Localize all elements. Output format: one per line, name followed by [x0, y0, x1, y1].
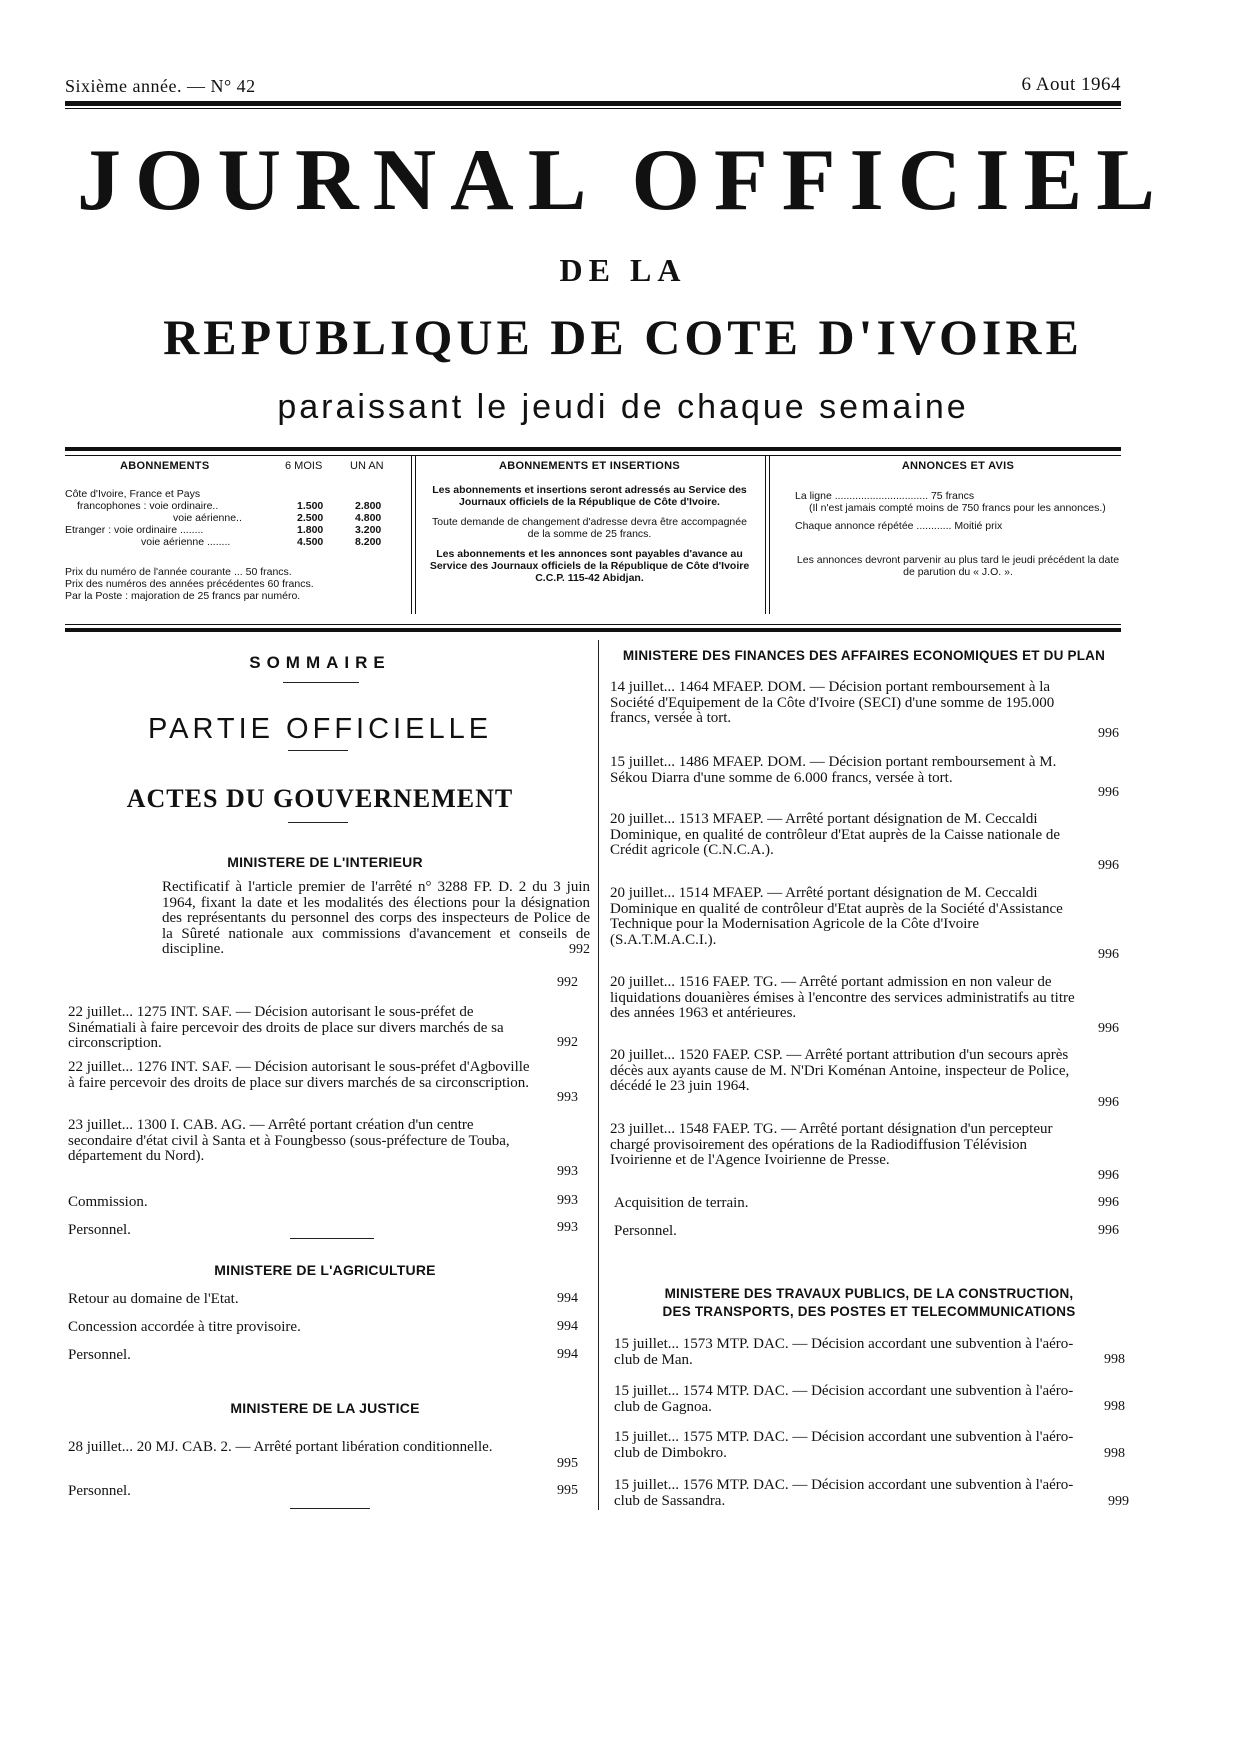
rate-row: voie aérienne ........ 4.500 8.200: [141, 536, 382, 548]
partie-underline: [288, 750, 348, 751]
rate-row: voie aérienne.. 2.500 4.800: [173, 512, 382, 524]
page-ref: 994: [557, 1291, 578, 1306]
masthead-de-la: DE LA: [559, 252, 687, 288]
ministere-interieur-head: MINISTERE DE L'INTERIEUR: [227, 854, 423, 870]
subscription-box: [65, 452, 1121, 618]
entry-1573: 15 juillet... 1573 MTP. DAC. — Décision accordant une subvention à l'aéro-club de Man.: [614, 1336, 1074, 1368]
rate-row: Côte d'Ivoire, France et Pays: [65, 488, 201, 500]
annonces-delai: Les annonces devront parvenir au plus tard le jeudi précédent la date de parution du « J.O. ».: [796, 554, 1120, 578]
ministere-agriculture-head: MINISTERE DE L'AGRICULTURE: [214, 1262, 436, 1278]
page-ref: 996: [1098, 785, 1119, 800]
insertions-p3: Les abonnements et les annonces sont payables d'avance au Service des Journaux officiels de la République de Côte d'Ivoire C.C.P. 115-42 Abidjan.: [429, 548, 750, 584]
page-ref: 992: [557, 1035, 578, 1050]
entry-1300: 23 juillet... 1300 I. CAB. AG. — Arrêté portant création d'un centre secondaire d'état civil à Santa et à Foungbesso (sous-préfecture de Touba, département du Nord).: [68, 1117, 510, 1164]
entry-1275: 22 juillet... 1275 INT. SAF. — Décision autorisant le sous-préfet de Sinématiali à faire percevoir des droits de place sur divers marchés de sa circonscription.: [68, 1004, 504, 1051]
abonnements-head: ABONNEMENTS: [120, 460, 210, 472]
ministere-travaux-head: MINISTERE DES TRAVAUX PUBLICS, DE LA CONSTRUCTION,: [664, 1286, 1074, 1301]
col-6mois: 6 MOIS: [285, 460, 323, 472]
sommaire-title: SOMMAIRE: [249, 653, 391, 672]
entry-1548: 23 juillet... 1548 FAEP. TG. — Arrêté portant désignation d'un percepteur chargé provisoirement des opérations de la Radiodiffusion Télévision Ivoirienne et de l'Agence Ivoirienne de Presse.: [610, 1121, 1053, 1168]
box-bottom-rule-thin: [65, 624, 1121, 625]
entry-concession: Concession accordée à titre provisoire.: [68, 1319, 301, 1335]
rate-row: Etranger : voie ordinaire ........ 1.800 3.200: [65, 524, 382, 536]
page-ref: 994: [557, 1347, 578, 1362]
entry-personnel: Personnel.: [68, 1347, 131, 1363]
prix-poste: Par la Poste : majoration de 25 francs par numéro.: [65, 590, 301, 602]
page-ref: 998: [1104, 1352, 1125, 1367]
insertions-p2: Toute demande de changement d'adresse devra être accompagnée de la somme de 25 francs.: [432, 516, 747, 540]
box-divider: [765, 456, 770, 614]
annonces-col: [795, 460, 1121, 578]
actes-gouvernement: ACTES DU GOUVERNEMENT: [126, 784, 514, 813]
page-ref: 996: [1098, 858, 1119, 873]
box-divider: [411, 456, 416, 614]
page-ref: 996: [1098, 1223, 1119, 1238]
actes-underline: [288, 822, 348, 823]
page-ref: 996: [1098, 1095, 1119, 1110]
ministere-justice-head: MINISTERE DE LA JUSTICE: [230, 1400, 420, 1416]
entry-rectificatif: Rectificatif à l'article premier de l'arrêté n° 3288 FP. D. 2 du 3 juin 1964, fixant la date et les modalités des élections pour la désignation des représentants du personnel des corps des inspecteurs de Police de la Sûreté nationale aux commissions d'avancement et conseils de discipline. 992: [162, 879, 590, 957]
masthead-subtitle: paraissant le jeudi de chaque semaine: [277, 388, 969, 426]
entry-20-mj: 28 juillet... 20 MJ. CAB. 2. — Arrêté portant libération conditionnelle.: [68, 1439, 493, 1455]
box-top-rule: [65, 447, 1121, 451]
header-rule: [65, 101, 1121, 106]
ministere-travaux-head-2: DES TRANSPORTS, DES POSTES ET TELECOMMUNICATIONS: [662, 1304, 1076, 1319]
entry-1574: 15 juillet... 1574 MTP. DAC. — Décision accordant une subvention à l'aéro-club de Gagnoa.: [614, 1383, 1074, 1415]
insertions-head: ABONNEMENTS ET INSERTIONS: [498, 460, 681, 472]
box-bottom-rule: [65, 628, 1121, 632]
page-ref: 998: [1104, 1446, 1125, 1461]
page-ref: 996: [1098, 1021, 1119, 1036]
section-separator: [290, 1238, 374, 1239]
page-ref: 999: [1108, 1494, 1129, 1509]
entry-commission: Commission.: [68, 1194, 148, 1210]
page-ref: 996: [1098, 1168, 1119, 1183]
sommaire-underline: [283, 682, 359, 683]
annonces-ligne-note: (Il n'est jamais compté moins de 750 francs pour les annonces.): [809, 502, 1106, 514]
prix-anciens: Prix des numéros des années précédentes 60 francs.: [65, 578, 314, 590]
col-an: UN AN: [350, 460, 384, 472]
insertions-p1: Les abonnements et insertions seront adressés au Service des Journaux officiels de la République de Côte d'Ivoire.: [432, 484, 747, 508]
entry-1514: 20 juillet... 1514 MFAEP. — Arrêté portant désignation de M. Ceccaldi Dominique en qualité de contrôleur d'Etat auprès de la Société d'Assistance Technique pour la Modernisation Agricole de la Côte d'Ivoire (S.A.T.M.A.C.I.).: [610, 885, 1063, 948]
masthead-title: JOURNAL OFFICIEL: [77, 132, 1169, 229]
page-ref: 998: [1104, 1399, 1125, 1414]
entry-1276: 22 juillet... 1276 INT. SAF. — Décision autorisant le sous-préfet d'Agboville à faire percevoir des droits de place sur divers marchés de sa circonscription.: [68, 1059, 530, 1091]
page-ref: 994: [557, 1319, 578, 1334]
entry-1576: 15 juillet... 1576 MTP. DAC. — Décision accordant une subvention à l'aéro-club de Sassandra.: [614, 1477, 1074, 1509]
issue-number: Sixième année. — N° 42: [65, 76, 256, 96]
header-rule-thin: [65, 108, 1121, 109]
partie-officielle: PARTIE OFFICIELLE: [147, 713, 493, 745]
entry-personnel: Personnel.: [68, 1483, 131, 1499]
page-ref: 992: [557, 975, 578, 990]
entry-personnel: Personnel.: [614, 1223, 677, 1239]
page-ref: 996: [1098, 726, 1119, 741]
entry-1486: 15 juillet... 1486 MFAEP. DOM. — Décision portant remboursement à M. Sékou Diarra d'une somme de 6.000 francs, versée à tort.: [610, 754, 1057, 786]
entry-1520: 20 juillet... 1520 FAEP. CSP. — Arrêté portant attribution d'un secours après décès aux ayants cause de M. N'Dri Koménan Antoine, inspecteur de Police, décédé le 23 juin 1964.: [610, 1047, 1070, 1094]
entry-1516: 20 juillet... 1516 FAEP. TG. — Arrêté portant admission en non valeur de liquidations douanières émises à l'encontre des services administratifs au titre des années 1963 et antérieures.: [610, 974, 1075, 1021]
issue-date: 6 Aout 1964: [1021, 74, 1121, 95]
page-ref: 993: [557, 1090, 578, 1105]
abonnements-col: [65, 460, 405, 602]
page-ref: 993: [557, 1220, 578, 1235]
page-ref: 996: [1098, 947, 1119, 962]
prix-numero: Prix du numéro de l'année courante ... 50 francs.: [65, 566, 292, 578]
annonces-repetee: Chaque annonce répétée ............ Moitié prix: [795, 520, 1003, 532]
entry-retour-domaine: Retour au domaine de l'Etat.: [68, 1291, 239, 1307]
section-separator: [290, 1508, 370, 1509]
page-ref: 993: [557, 1193, 578, 1208]
masthead-republique: REPUBLIQUE DE COTE D'IVOIRE: [163, 309, 1083, 365]
entry-1513: 20 juillet... 1513 MFAEP. — Arrêté portant désignation de M. Ceccaldi Dominique, en qualité de contrôleur d'Etat auprès de la Caisse nationale de Crédit agricole (C.N.C.A.).: [610, 811, 1061, 858]
entry-1575: 15 juillet... 1575 MTP. DAC. — Décision accordant une subvention à l'aéro-club de Dimbokro.: [614, 1429, 1074, 1461]
page-ref: 993: [557, 1164, 578, 1179]
column-divider: [598, 640, 599, 1510]
page-ref: 996: [1098, 1195, 1119, 1210]
insertions-col: [427, 460, 752, 584]
entry-1464: 14 juillet... 1464 MFAEP. DOM. — Décision portant remboursement à la Société d'Equipement de la Côte d'Ivoire (SECI) d'une somme de 195.000 francs, versée à tort.: [610, 679, 1055, 726]
rate-row: francophones : voie ordinaire.. 1.500 2.800: [77, 500, 382, 512]
entry-personnel: Personnel.: [68, 1222, 131, 1238]
annonces-head: ANNONCES ET AVIS: [901, 460, 1015, 472]
page-ref: 995: [557, 1456, 578, 1471]
ministere-finances-head: MINISTERE DES FINANCES DES AFFAIRES ECONOMIQUES ET DU PLAN: [622, 648, 1106, 663]
entry-acquisition: Acquisition de terrain.: [614, 1195, 749, 1211]
annonces-ligne: La ligne ................................ 75 francs: [795, 490, 975, 502]
page-ref: 995: [557, 1483, 578, 1498]
